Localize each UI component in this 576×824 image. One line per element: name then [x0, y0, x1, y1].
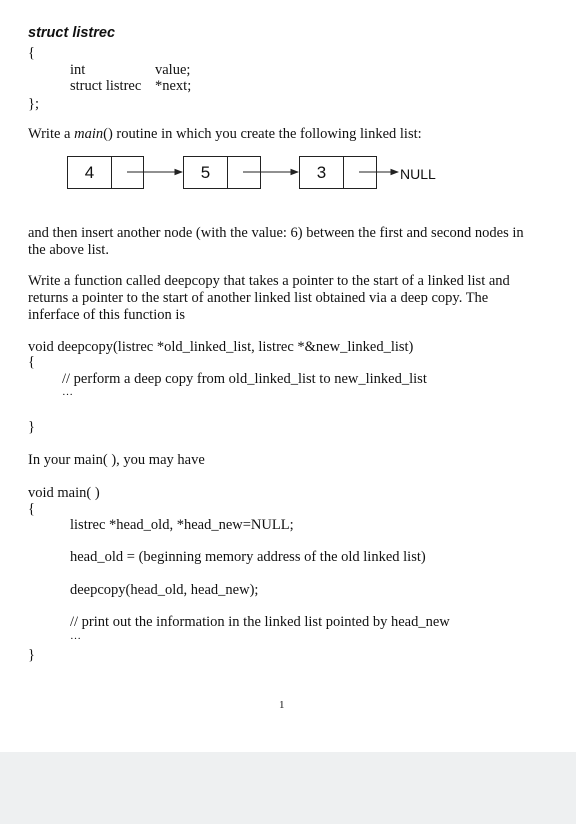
- main-close-brace: }: [28, 647, 35, 663]
- main-open-brace: {: [28, 501, 35, 517]
- struct-field1-type: int: [70, 62, 86, 78]
- main-line-head-old: head_old = (beginning memory address of the old linked list): [70, 549, 426, 565]
- struct-field1-name: value;: [155, 62, 191, 78]
- struct-field2-type: struct listrec: [70, 78, 142, 94]
- main-line-declaration: listrec *head_old, *head_new=NULL;: [70, 517, 294, 533]
- pointer-arrows: [0, 0, 576, 220]
- struct-field2-name: *next;: [155, 78, 192, 94]
- struct-title: struct listrec: [28, 25, 116, 41]
- node-value: 4: [68, 157, 112, 188]
- deepcopy-signature: void deepcopy(listrec *old_linked_list, listrec *&new_linked_list): [28, 339, 414, 355]
- deepcopy-close-brace: }: [28, 419, 35, 435]
- struct-close: };: [28, 96, 39, 112]
- main-line-deepcopy-call: deepcopy(head_old, head_new);: [70, 582, 259, 598]
- deepcopy-open-brace: {: [28, 354, 35, 370]
- insert-paragraph: and then insert another node (with the value: 6) between the first and second nodes in the above list.: [28, 225, 524, 258]
- node-value: 5: [184, 157, 228, 188]
- intro-main-emph: main: [74, 126, 104, 142]
- deepcopy-comment: // perform a deep copy from old_linked_list to new_linked_list: [62, 371, 427, 387]
- page-number: 1: [279, 699, 285, 711]
- null-label: NULL: [400, 166, 436, 182]
- node-value: 3: [300, 157, 344, 188]
- viewer-background-band: [0, 752, 576, 824]
- main-signature: void main( ): [28, 485, 100, 501]
- main-ellipsis: …: [70, 630, 81, 642]
- main-line-comment: // print out the information in the linked list pointed by head_new: [70, 614, 450, 630]
- deepcopy-ellipsis: …: [62, 386, 73, 398]
- main-intro: In your main( ), you may have: [28, 452, 205, 468]
- struct-open-brace: {: [28, 45, 35, 61]
- intro-text: Write a main() routine in which you create the following linked list:: [28, 126, 422, 142]
- deepcopy-paragraph: Write a function called deepcopy that takes a pointer to the start of a linked list and returns a pointer to the start of another linked list obtained via a deep copy. The inferface of this function is: [28, 273, 510, 323]
